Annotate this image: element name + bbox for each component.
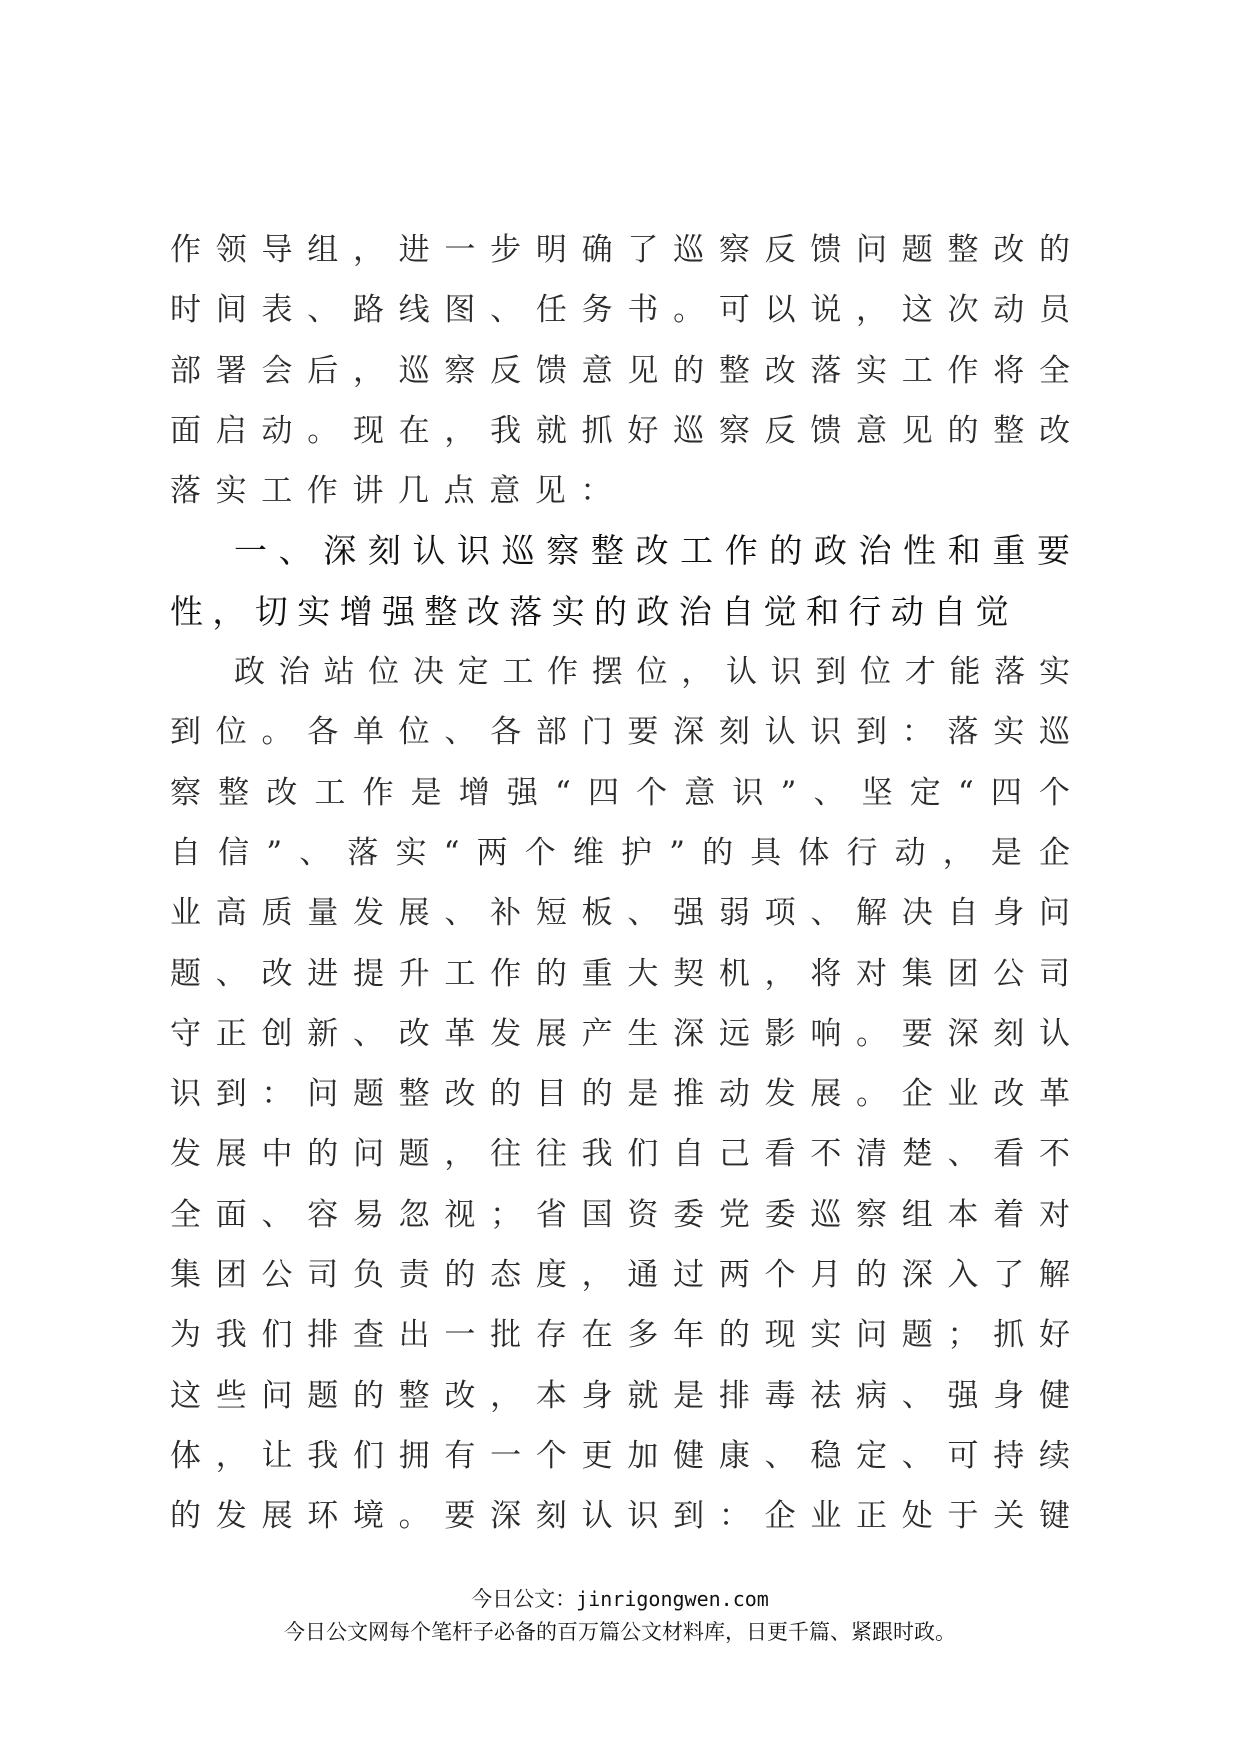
text-line: 体，让我们拥有一个更加健康、稳定、可持续	[170, 1437, 1070, 1474]
text-line: 集团公司负责的态度，通过两个月的深入了解	[170, 1257, 1070, 1294]
footer-slogan: 今日公文网每个笔杆子必备的百万篇公文材料库，日更千篇、紧跟时政。	[284, 1620, 956, 1644]
text-line: 为我们排查出一批存在多年的现实问题；抓好	[170, 1317, 1070, 1354]
text-line: 题、改进提升工作的重大契机，将对集团公司	[170, 955, 1070, 992]
text-line: 政治站位决定工作摆位，认识到位才能落实	[234, 654, 1070, 691]
text-line: 的发展环境。要深刻认识到：企业正处于关键	[170, 1498, 1070, 1535]
text-line: 业高质量发展、补短板、强弱项、解决自身问	[170, 895, 1070, 932]
text-line: 守正创新、改革发展产生深远影响。要深刻认	[170, 1015, 1070, 1052]
text-line: 察整改工作是增强“四个意识”、坚定“四个	[170, 774, 1070, 811]
text-line: 作领导组，进一步明确了巡察反馈问题整改的	[170, 232, 1070, 268]
text-line: 落实工作讲几点意见：	[170, 473, 626, 510]
section-heading-line: 一、深刻认识巡察整改工作的政治性和重要	[234, 531, 1070, 571]
text-line: 发展中的问题，往往我们自己看不清楚、看不	[170, 1136, 1070, 1173]
section-heading-line: 性，切实增强整改落实的政治自觉和行动自觉	[170, 591, 1018, 631]
footer-site-url[interactable]: jinrigongwen.com	[576, 1587, 769, 1611]
text-line: 识到：问题整改的目的是推动发展。企业改革	[170, 1076, 1070, 1113]
text-line: 部署会后，巡察反馈意见的整改落实工作将全	[170, 352, 1070, 389]
text-line: 全面、容易忽视；省国资委党委巡察组本着对	[170, 1196, 1070, 1233]
footer-site-line	[0, 1584, 1240, 1614]
footer-site-label: 今日公文：	[471, 1587, 577, 1611]
text-line: 到位。各单位、各部门要深刻认识到：落实巡	[170, 714, 1070, 751]
document-body	[170, 220, 1070, 1547]
text-line: 面启动。现在，我就抓好巡察反馈意见的整改	[170, 412, 1070, 449]
text-line: 时间表、路线图、任务书。可以说，这次动员	[170, 292, 1070, 329]
text-line: 自信”、落实“两个维护”的具体行动，是企	[170, 834, 1070, 871]
text-line: 这些问题的整改，本身就是排毒祛病、强身健	[170, 1377, 1070, 1414]
